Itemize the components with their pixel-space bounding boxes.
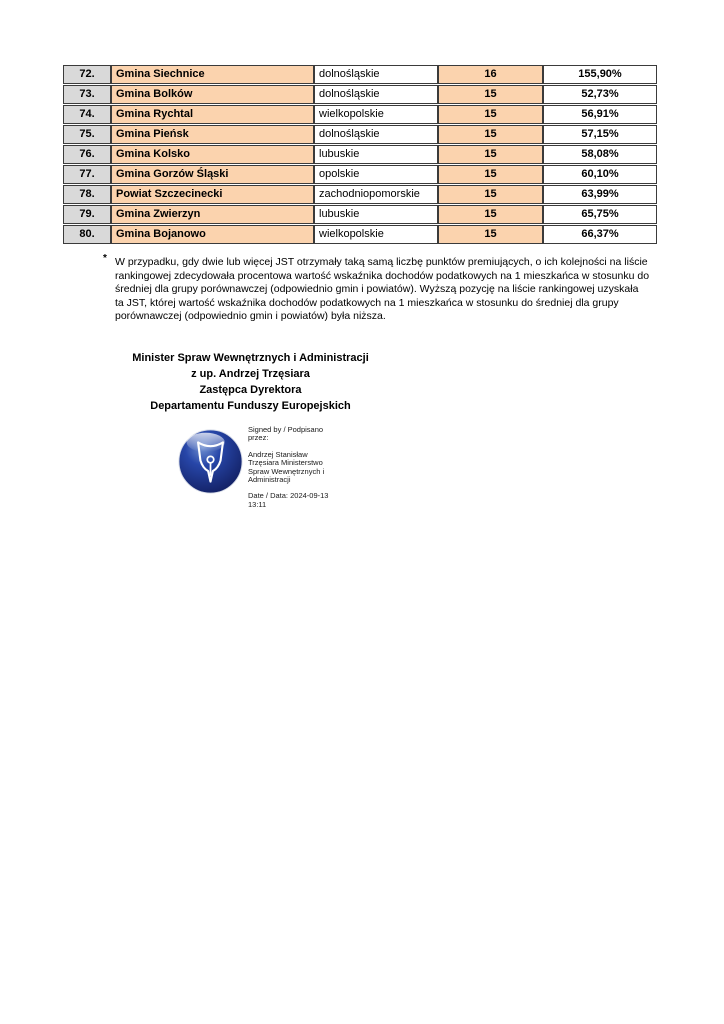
voivodeship-cell: lubuskie [314, 205, 438, 224]
points-cell: 15 [438, 165, 543, 184]
pen-nib-icon [177, 428, 244, 495]
points-cell: 16 [438, 65, 543, 84]
points-cell: 15 [438, 185, 543, 204]
percent-cell: 56,91% [543, 105, 657, 124]
points-cell: 15 [438, 205, 543, 224]
points-cell: 15 [438, 225, 543, 244]
signature-line-minister: Minister Spraw Wewnętrznych i Administracji [132, 352, 369, 364]
name-cell: Gmina Bojanowo [111, 225, 314, 244]
name-cell: Gmina Rychtal [111, 105, 314, 124]
table-row [63, 125, 657, 144]
table-row [63, 165, 657, 184]
footnote-marker: * [103, 253, 107, 264]
voivodeship-cell: zachodniopomorskie [314, 185, 438, 204]
signature-block [63, 350, 438, 414]
table-row [63, 105, 657, 124]
percent-cell: 63,99% [543, 185, 657, 204]
percent-cell: 60,10% [543, 165, 657, 184]
voivodeship-cell: lubuskie [314, 145, 438, 164]
digital-signature-stamp [177, 424, 407, 514]
name-cell: Gmina Kolsko [111, 145, 314, 164]
rank-cell: 80. [63, 225, 111, 244]
name-cell: Gmina Bolków [111, 85, 314, 104]
signature-line-on-behalf: z up. Andrzej Trzęsiara [191, 368, 310, 380]
voivodeship-cell: dolnośląskie [314, 125, 438, 144]
rank-cell: 72. [63, 65, 111, 84]
voivodeship-cell: wielkopolskie [314, 225, 438, 244]
footnote-text: W przypadku, gdy dwie lub więcej JST otrzymały taką samą liczbę punktów premiujących, o ich kolejności na liście rankingowej zdecydowała procentowa wartość wskaźnika dochodów podatkowych na 1 mieszkańca w stosunku do średniej dla grupy porównawczej (odpowiednio gmin i powiatów). Wyższą pozycję na liście rankingowej uzyskała ta JST, której wartość wskaźnika dochodów podatkowych na 1 mieszkańca w stosunku do średniej dla grupy porównawczej (odpowiednio gmin i powiatów) była niższa. [115, 256, 650, 323]
percent-cell: 66,37% [543, 225, 657, 244]
stamp-signer-name: Andrzej Stanisław Trzęsiara Ministerstwo Spraw Wewnętrznych i Administracji [248, 449, 325, 485]
rank-cell: 77. [63, 165, 111, 184]
table-row [63, 205, 657, 224]
rank-cell: 75. [63, 125, 111, 144]
name-cell: Gmina Zwierzyn [111, 205, 314, 224]
stamp-signed-by-label: Signed by / Podpisano przez: [248, 425, 324, 443]
name-cell: Gmina Pieńsk [111, 125, 314, 144]
stamp-text [248, 426, 340, 509]
stamp-date: Date / Data: 2024-09-13 13:11 [248, 491, 329, 509]
voivodeship-cell: opolskie [314, 165, 438, 184]
ranking-table [63, 64, 657, 245]
voivodeship-cell: dolnośląskie [314, 65, 438, 84]
rank-cell: 74. [63, 105, 111, 124]
percent-cell: 52,73% [543, 85, 657, 104]
name-cell: Powiat Szczecinecki [111, 185, 314, 204]
points-cell: 15 [438, 145, 543, 164]
points-cell: 15 [438, 105, 543, 124]
footnote [103, 253, 650, 324]
name-cell: Gmina Gorzów Śląski [111, 165, 314, 184]
points-cell: 15 [438, 85, 543, 104]
rank-cell: 79. [63, 205, 111, 224]
signature-line-department: Departamentu Funduszy Europejskich [150, 400, 351, 412]
name-cell: Gmina Siechnice [111, 65, 314, 84]
table-row [63, 85, 657, 104]
table-row [63, 145, 657, 164]
ranking-table-body [63, 65, 657, 244]
percent-cell: 65,75% [543, 205, 657, 224]
table-row [63, 65, 657, 84]
signature-line-title: Zastępca Dyrektora [199, 384, 302, 396]
percent-cell: 155,90% [543, 65, 657, 84]
points-cell: 15 [438, 125, 543, 144]
rank-cell: 73. [63, 85, 111, 104]
percent-cell: 58,08% [543, 145, 657, 164]
voivodeship-cell: wielkopolskie [314, 105, 438, 124]
percent-cell: 57,15% [543, 125, 657, 144]
table-row [63, 225, 657, 244]
table-row [63, 185, 657, 204]
voivodeship-cell: dolnośląskie [314, 85, 438, 104]
rank-cell: 76. [63, 145, 111, 164]
rank-cell: 78. [63, 185, 111, 204]
